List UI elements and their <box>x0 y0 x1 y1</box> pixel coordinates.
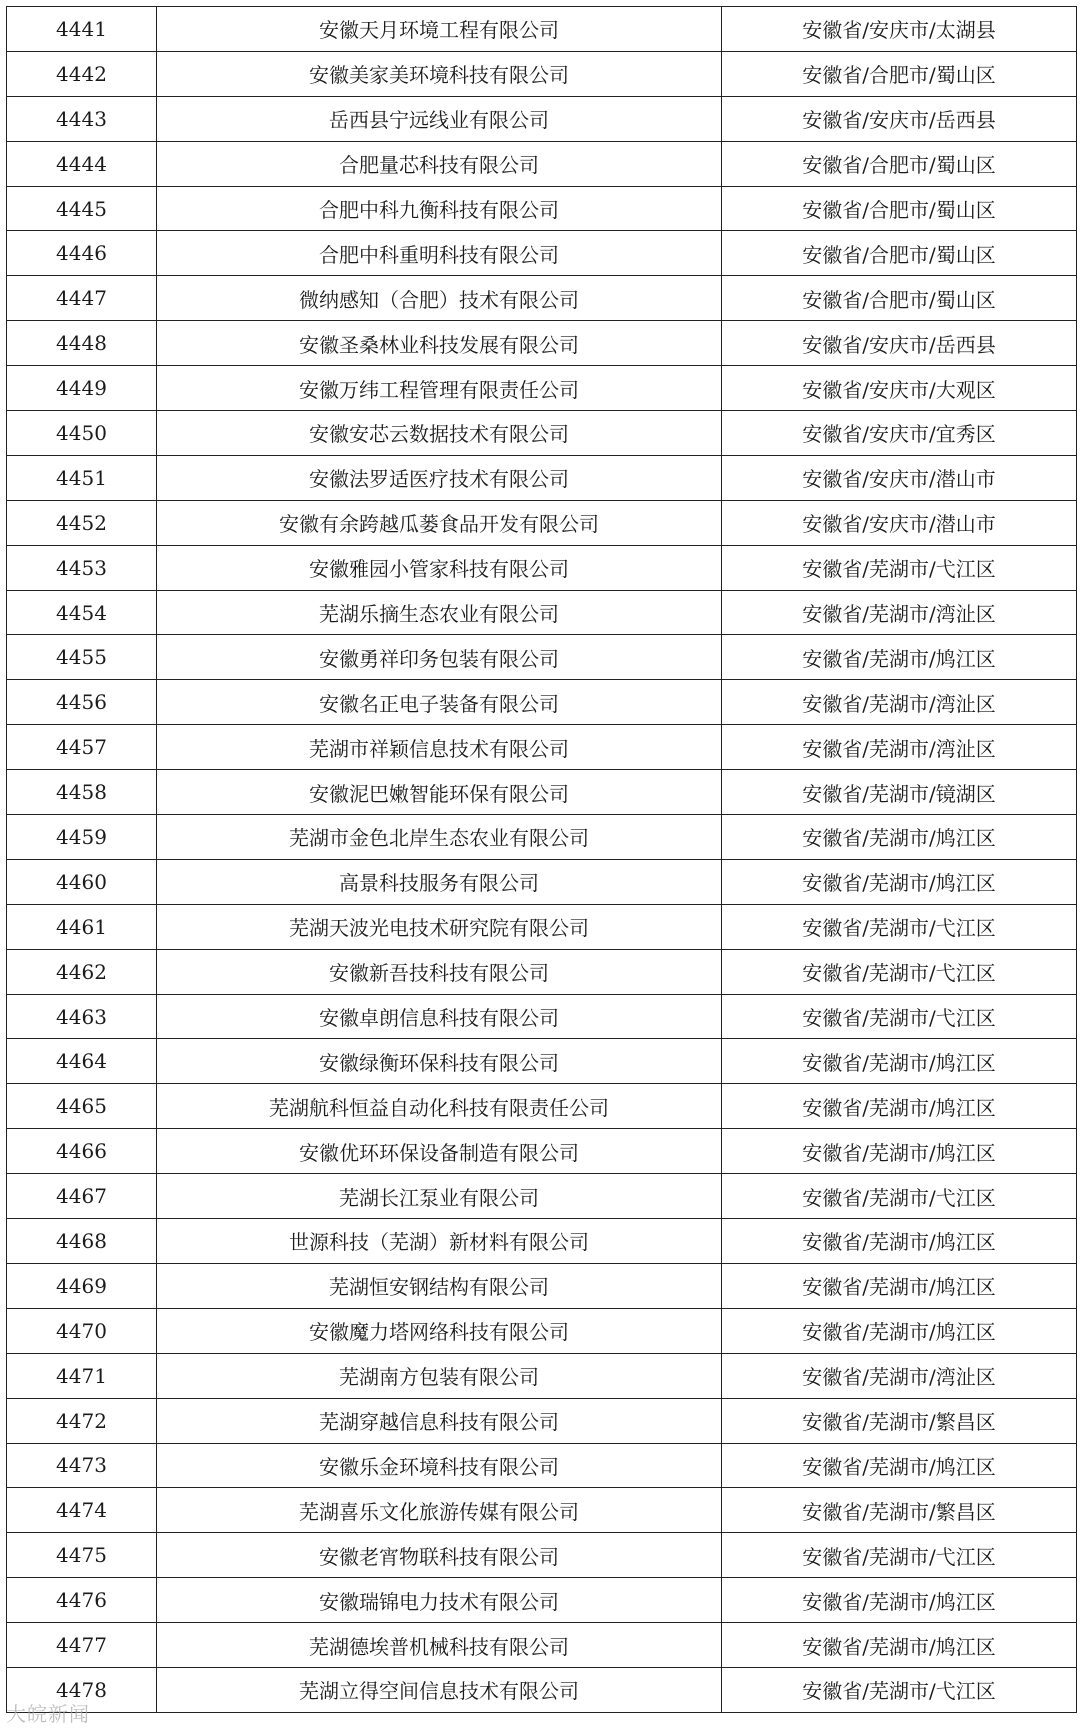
company-name-cell: 芜湖乐摘生态农业有限公司 <box>157 590 722 635</box>
region-cell: 安徽省/芜湖市/湾沚区 <box>722 725 1077 770</box>
table-row <box>7 500 1077 545</box>
row-number-cell: 4442 <box>7 51 157 96</box>
row-number-cell: 4444 <box>7 141 157 186</box>
company-name-cell: 安徽绿衡环保科技有限公司 <box>157 1039 722 1084</box>
table-row <box>7 545 1077 590</box>
table-row <box>7 1039 1077 1084</box>
company-name-cell: 安徽法罗适医疗技术有限公司 <box>157 455 722 500</box>
table-row <box>7 96 1077 141</box>
table-row <box>7 186 1077 231</box>
region-cell: 安徽省/合肥市/蜀山区 <box>722 231 1077 276</box>
table-row <box>7 276 1077 321</box>
table-row <box>7 949 1077 994</box>
row-number-cell: 4452 <box>7 500 157 545</box>
row-number-cell: 4476 <box>7 1578 157 1623</box>
region-cell: 安徽省/安庆市/潜山市 <box>722 455 1077 500</box>
table-row <box>7 321 1077 366</box>
row-number-cell: 4461 <box>7 904 157 949</box>
table-row <box>7 1174 1077 1219</box>
row-number-cell: 4457 <box>7 725 157 770</box>
company-name-cell: 合肥中科重明科技有限公司 <box>157 231 722 276</box>
region-cell: 安徽省/安庆市/岳西县 <box>722 96 1077 141</box>
row-number-cell: 4458 <box>7 770 157 815</box>
table-row <box>7 680 1077 725</box>
region-cell: 安徽省/芜湖市/鸠江区 <box>722 1263 1077 1308</box>
region-cell: 安徽省/芜湖市/弋江区 <box>722 1174 1077 1219</box>
table-row <box>7 1219 1077 1264</box>
watermark-text: 大皖新闻 <box>6 1702 90 1726</box>
row-number-cell: 4441 <box>7 7 157 52</box>
table-row <box>7 51 1077 96</box>
region-cell: 安徽省/芜湖市/繁昌区 <box>722 1488 1077 1533</box>
row-number-cell: 4473 <box>7 1443 157 1488</box>
region-cell: 安徽省/芜湖市/弋江区 <box>722 1667 1077 1712</box>
table-row <box>7 815 1077 860</box>
table-row <box>7 770 1077 815</box>
row-number-cell: 4469 <box>7 1263 157 1308</box>
table-row <box>7 904 1077 949</box>
table-row <box>7 366 1077 411</box>
row-number-cell: 4472 <box>7 1398 157 1443</box>
company-name-cell: 芜湖恒安钢结构有限公司 <box>157 1263 722 1308</box>
table-row <box>7 725 1077 770</box>
company-name-cell: 安徽名正电子装备有限公司 <box>157 680 722 725</box>
row-number-cell: 4474 <box>7 1488 157 1533</box>
company-name-cell: 安徽魔力塔网络科技有限公司 <box>157 1308 722 1353</box>
region-cell: 安徽省/安庆市/大观区 <box>722 366 1077 411</box>
region-cell: 安徽省/芜湖市/湾沚区 <box>722 680 1077 725</box>
row-number-cell: 4449 <box>7 366 157 411</box>
row-number-cell: 4466 <box>7 1129 157 1174</box>
table-row <box>7 1129 1077 1174</box>
row-number-cell: 4478 <box>7 1667 157 1712</box>
row-number-cell: 4455 <box>7 635 157 680</box>
region-cell: 安徽省/安庆市/潜山市 <box>722 500 1077 545</box>
company-name-cell: 合肥量芯科技有限公司 <box>157 141 722 186</box>
region-cell: 安徽省/芜湖市/鸠江区 <box>722 815 1077 860</box>
company-name-cell: 安徽天月环境工程有限公司 <box>157 7 722 52</box>
table-row <box>7 1443 1077 1488</box>
table-row <box>7 1353 1077 1398</box>
company-name-cell: 芜湖长江泵业有限公司 <box>157 1174 722 1219</box>
region-cell: 安徽省/合肥市/蜀山区 <box>722 141 1077 186</box>
row-number-cell: 4450 <box>7 411 157 456</box>
row-number-cell: 4471 <box>7 1353 157 1398</box>
region-cell: 安徽省/芜湖市/弋江区 <box>722 994 1077 1039</box>
row-number-cell: 4475 <box>7 1533 157 1578</box>
company-name-cell: 微纳感知（合肥）技术有限公司 <box>157 276 722 321</box>
table-row <box>7 1084 1077 1129</box>
region-cell: 安徽省/芜湖市/湾沚区 <box>722 1353 1077 1398</box>
region-cell: 安徽省/芜湖市/鸠江区 <box>722 859 1077 904</box>
company-name-cell: 安徽瑞锦电力技术有限公司 <box>157 1578 722 1623</box>
row-number-cell: 4460 <box>7 859 157 904</box>
region-cell: 安徽省/安庆市/宜秀区 <box>722 411 1077 456</box>
table-row <box>7 1623 1077 1668</box>
region-cell: 安徽省/芜湖市/鸠江区 <box>722 1039 1077 1084</box>
row-number-cell: 4477 <box>7 1623 157 1668</box>
row-number-cell: 4467 <box>7 1174 157 1219</box>
region-cell: 安徽省/芜湖市/鸠江区 <box>722 635 1077 680</box>
company-name-cell: 安徽有余跨越瓜蒌食品开发有限公司 <box>157 500 722 545</box>
company-table <box>6 6 1077 1713</box>
row-number-cell: 4448 <box>7 321 157 366</box>
table-row <box>7 141 1077 186</box>
company-name-cell: 芜湖德埃普机械科技有限公司 <box>157 1623 722 1668</box>
company-name-cell: 安徽万纬工程管理有限责任公司 <box>157 366 722 411</box>
row-number-cell: 4443 <box>7 96 157 141</box>
table-row <box>7 455 1077 500</box>
region-cell: 安徽省/芜湖市/鸠江区 <box>722 1578 1077 1623</box>
company-name-cell: 安徽卓朗信息科技有限公司 <box>157 994 722 1039</box>
company-name-cell: 安徽安芯云数据技术有限公司 <box>157 411 722 456</box>
table-row <box>7 994 1077 1039</box>
region-cell: 安徽省/芜湖市/鸠江区 <box>722 1443 1077 1488</box>
region-cell: 安徽省/合肥市/蜀山区 <box>722 186 1077 231</box>
region-cell: 安徽省/芜湖市/弋江区 <box>722 949 1077 994</box>
row-number-cell: 4470 <box>7 1308 157 1353</box>
row-number-cell: 4464 <box>7 1039 157 1084</box>
company-name-cell: 芜湖穿越信息科技有限公司 <box>157 1398 722 1443</box>
row-number-cell: 4462 <box>7 949 157 994</box>
row-number-cell: 4459 <box>7 815 157 860</box>
company-name-cell: 安徽美家美环境科技有限公司 <box>157 51 722 96</box>
table-row <box>7 7 1077 52</box>
table-row <box>7 411 1077 456</box>
company-name-cell: 安徽泥巴嫩智能环保有限公司 <box>157 770 722 815</box>
company-name-cell: 岳西县宁远线业有限公司 <box>157 96 722 141</box>
row-number-cell: 4451 <box>7 455 157 500</box>
company-name-cell: 芜湖天波光电技术研究院有限公司 <box>157 904 722 949</box>
row-number-cell: 4468 <box>7 1219 157 1264</box>
region-cell: 安徽省/合肥市/蜀山区 <box>722 51 1077 96</box>
company-name-cell: 安徽勇祥印务包装有限公司 <box>157 635 722 680</box>
region-cell: 安徽省/芜湖市/镜湖区 <box>722 770 1077 815</box>
row-number-cell: 4456 <box>7 680 157 725</box>
company-name-cell: 芜湖市祥颖信息技术有限公司 <box>157 725 722 770</box>
region-cell: 安徽省/合肥市/蜀山区 <box>722 276 1077 321</box>
region-cell: 安徽省/芜湖市/鸠江区 <box>722 1308 1077 1353</box>
region-cell: 安徽省/安庆市/岳西县 <box>722 321 1077 366</box>
table-row <box>7 1308 1077 1353</box>
table-body <box>7 7 1077 1713</box>
row-number-cell: 4447 <box>7 276 157 321</box>
company-name-cell: 芜湖立得空间信息技术有限公司 <box>157 1667 722 1712</box>
row-number-cell: 4463 <box>7 994 157 1039</box>
company-name-cell: 安徽优环环保设备制造有限公司 <box>157 1129 722 1174</box>
region-cell: 安徽省/芜湖市/鸠江区 <box>722 1623 1077 1668</box>
region-cell: 安徽省/芜湖市/弋江区 <box>722 904 1077 949</box>
table-row <box>7 1533 1077 1578</box>
company-name-cell: 安徽圣桑林业科技发展有限公司 <box>157 321 722 366</box>
row-number-cell: 4446 <box>7 231 157 276</box>
table-row <box>7 1263 1077 1308</box>
table-row <box>7 859 1077 904</box>
company-name-cell: 安徽乐金环境科技有限公司 <box>157 1443 722 1488</box>
company-name-cell: 安徽新吾技科技有限公司 <box>157 949 722 994</box>
region-cell: 安徽省/芜湖市/鸠江区 <box>722 1129 1077 1174</box>
company-name-cell: 安徽老宵物联科技有限公司 <box>157 1533 722 1578</box>
row-number-cell: 4465 <box>7 1084 157 1129</box>
row-number-cell: 4445 <box>7 186 157 231</box>
company-name-cell: 安徽雅园小管家科技有限公司 <box>157 545 722 590</box>
region-cell: 安徽省/芜湖市/湾沚区 <box>722 590 1077 635</box>
region-cell: 安徽省/芜湖市/弋江区 <box>722 545 1077 590</box>
company-name-cell: 高景科技服务有限公司 <box>157 859 722 904</box>
region-cell: 安徽省/芜湖市/弋江区 <box>722 1533 1077 1578</box>
region-cell: 安徽省/芜湖市/鸠江区 <box>722 1084 1077 1129</box>
company-name-cell: 芜湖喜乐文化旅游传媒有限公司 <box>157 1488 722 1533</box>
row-number-cell: 4454 <box>7 590 157 635</box>
region-cell: 安徽省/安庆市/太湖县 <box>722 7 1077 52</box>
row-number-cell: 4453 <box>7 545 157 590</box>
region-cell: 安徽省/芜湖市/繁昌区 <box>722 1398 1077 1443</box>
table-row <box>7 231 1077 276</box>
company-name-cell: 芜湖市金色北岸生态农业有限公司 <box>157 815 722 860</box>
table-row <box>7 1578 1077 1623</box>
company-name-cell: 世源科技（芜湖）新材料有限公司 <box>157 1219 722 1264</box>
company-name-cell: 芜湖南方包装有限公司 <box>157 1353 722 1398</box>
company-name-cell: 合肥中科九衡科技有限公司 <box>157 186 722 231</box>
region-cell: 安徽省/芜湖市/鸠江区 <box>722 1219 1077 1264</box>
table-row <box>7 635 1077 680</box>
table-row <box>7 590 1077 635</box>
table-row <box>7 1488 1077 1533</box>
table-row <box>7 1398 1077 1443</box>
company-name-cell: 芜湖航科恒益自动化科技有限责任公司 <box>157 1084 722 1129</box>
table-row <box>7 1667 1077 1712</box>
